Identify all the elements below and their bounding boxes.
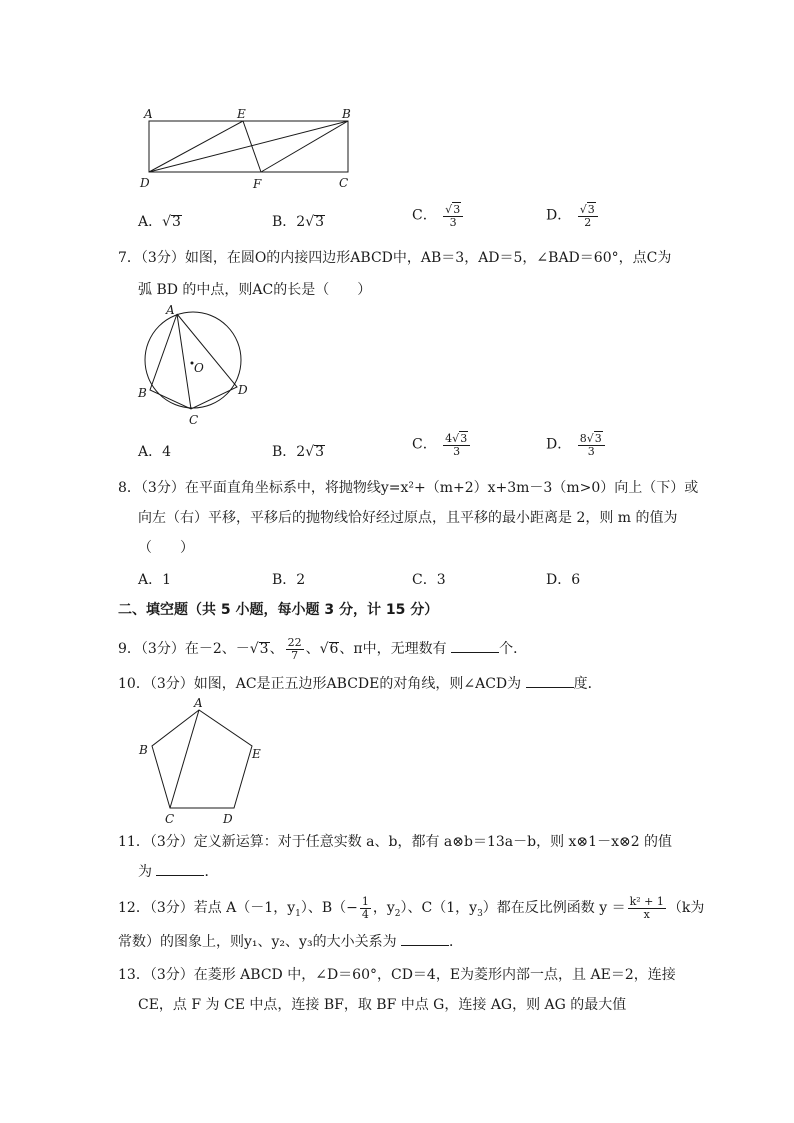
q6-option-d[interactable]: D． $\frac{√3}{2}$ xyxy=(546,202,600,229)
label-c: C xyxy=(189,413,199,427)
q8-stem-line2: 向左（右）平移，平移后的抛物线恰好经过原点，且平移的最小距离是 2，则 m 的值为 xyxy=(138,510,678,526)
q13-stem-line2: CE，点 F 为 CE 中点，连接 BF，取 BF 中点 G，连接 AG，则 AG 的最大值 xyxy=(138,997,627,1013)
q8-option-b[interactable]: B．2 xyxy=(272,572,306,588)
q11-stem-line2: 为 ． xyxy=(138,864,219,880)
label-d: D xyxy=(140,176,150,190)
label-a: A xyxy=(144,107,153,121)
label-e: E xyxy=(252,747,261,761)
q9-answer-blank[interactable] xyxy=(451,652,499,653)
segment-db xyxy=(149,121,348,172)
q7-option-d[interactable]: D． $\frac{8√3}{3}$ xyxy=(546,431,607,458)
q8-option-a[interactable]: A．1 xyxy=(138,572,172,588)
label-a: A xyxy=(194,696,203,710)
label-d: D xyxy=(223,812,233,826)
q10-answer-blank[interactable] xyxy=(526,687,574,688)
q8-stem-line3: （ ） xyxy=(138,540,194,556)
q6-option-d-fraction: $\frac{√3}{2}$ xyxy=(578,202,598,229)
q6-option-b[interactable]: B．2√3 xyxy=(272,214,325,230)
label-a: A xyxy=(166,303,175,317)
figure-circle-q7 xyxy=(133,302,253,428)
q11-stem-line1: 11．（3分）定义新运算：对于任意实数 a、b，都有 a⊗b＝13a－b，则 x⊗1－x⊗2 的值 xyxy=(118,834,673,850)
q12-stem-line1: 12．（3分）若点 A（－1，$y_1$）、B（− $\frac{1}{4}$ ，$y_2$）、C（1，$y_3$）都在反比例函数 y ＝ $\frac{\text{k² + 1}}{x}$ （k为 xyxy=(118,894,705,921)
section-heading-fill-in: 二、填空题（共 5 小题，每小题 3 分，计 15 分） xyxy=(118,602,439,618)
segment-fb xyxy=(261,121,348,172)
label-c: C xyxy=(165,812,175,826)
q8-option-d[interactable]: D．6 xyxy=(546,572,581,588)
label-b: B xyxy=(139,743,148,757)
q6-option-a[interactable]: A．√3 xyxy=(138,214,181,230)
figure-pentagon-q10 xyxy=(133,696,273,826)
label-e: E xyxy=(237,107,246,121)
segment-de xyxy=(149,121,243,172)
segment-ef xyxy=(243,121,261,172)
circle-o xyxy=(145,312,241,408)
q12-answer-blank[interactable] xyxy=(401,945,449,946)
q6-option-c-fraction: $\frac{√3}{3}$ xyxy=(443,202,463,229)
q7-option-a[interactable]: A．4 xyxy=(138,444,172,460)
q7-option-c-fraction: $\frac{4√3}{3}$ xyxy=(443,431,470,458)
q9-stem: 9．（3分）在－2、－√3、 $\frac{22}{7}$ 、√6、π中，无理数有 个． xyxy=(118,635,528,662)
q7-option-c[interactable]: C． $\frac{4√3}{3}$ xyxy=(412,431,472,458)
figure-rectangle-q6 xyxy=(135,104,365,194)
q7-stem-line2: 弧 BD 的中点，则AC的长是（ ） xyxy=(138,282,372,298)
q7-option-d-fraction: $\frac{8√3}{3}$ xyxy=(578,431,605,458)
q7-option-b[interactable]: B．2√3 xyxy=(272,444,325,460)
diagonal-ac xyxy=(170,710,199,808)
q7-stem-line1: 7．（3分）如图，在圆O的内接四边形ABCD中，AB＝3，AD＝5，∠BAD＝60°，点C为 xyxy=(118,250,672,266)
label-f: F xyxy=(253,177,262,191)
q8-option-c[interactable]: C．3 xyxy=(412,572,446,588)
q12-stem-line2: 常数）的图象上，则y₁、y₂、y₃的大小关系为 ． xyxy=(118,934,464,950)
q8-stem-line1: 8．（3分）在平面直角坐标系中，将抛物线y=x²+（m+2）x+3m－3（m>0）向上（下）或 xyxy=(118,480,699,496)
label-c: C xyxy=(339,176,349,190)
label-d: D xyxy=(238,383,248,397)
q13-stem-line1: 13．（3分）在菱形 ABCD 中，∠D＝60°，CD＝4，E为菱形内部一点，且 AE＝2，连接 xyxy=(118,967,676,983)
label-o: O xyxy=(194,361,204,375)
pentagon-abcde xyxy=(152,710,252,808)
q11-answer-blank[interactable] xyxy=(156,875,204,876)
label-b: B xyxy=(138,386,147,400)
q10-stem: 10．（3分）如图，AC是正五边形ABCDE的对角线，则∠ACD为 度． xyxy=(118,676,602,692)
q6-option-c[interactable]: C． $\frac{√3}{3}$ xyxy=(412,202,465,229)
label-b: B xyxy=(342,107,351,121)
